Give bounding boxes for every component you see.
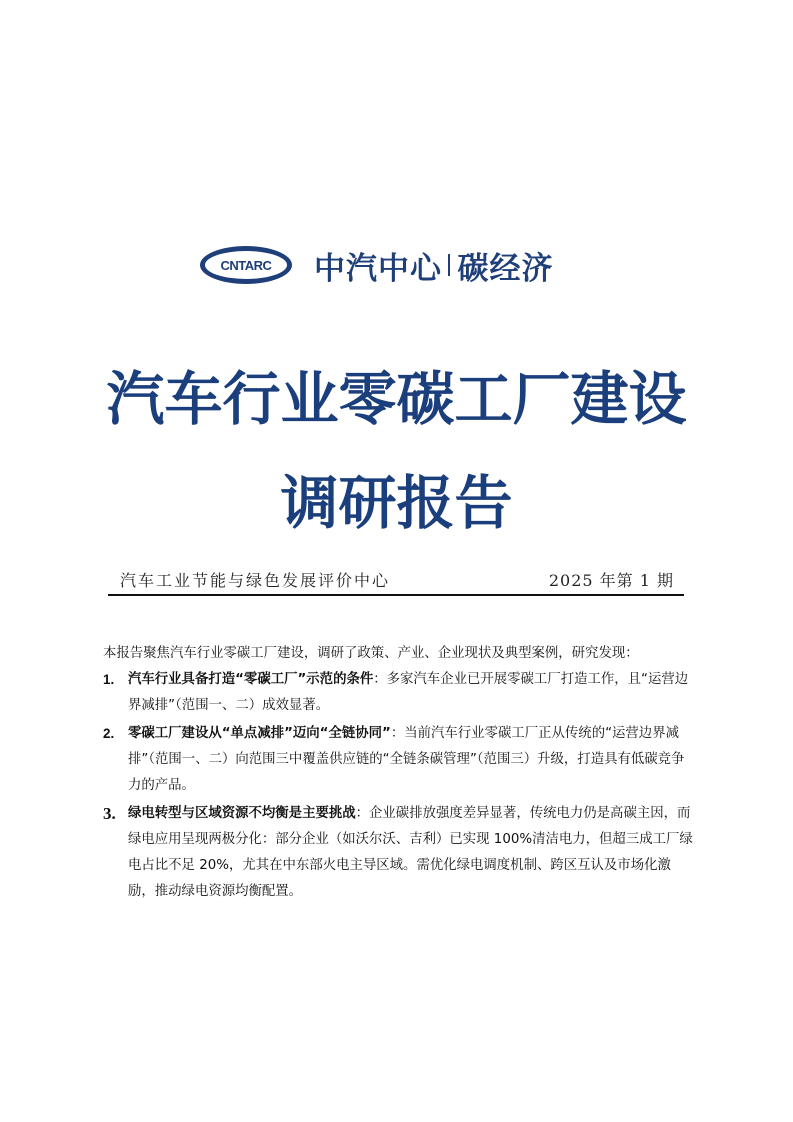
emblem-text: CNTARC (220, 257, 272, 273)
finding-number: 1. (103, 672, 115, 687)
finding-item (103, 667, 695, 719)
finding-item (103, 721, 695, 799)
finding-item (103, 801, 695, 905)
finding-text: ：企业碳排放强度差异显著，传统电力仍是高碳主因，而绿电应用呈现两极分化：部分企业（如沃尔沃、吉利）已实现 100%清洁电力，但超三成工厂绿电占比不足 20%，尤其在中东部火电主导区域。需优化绿电调度机制、跨区互认及市场化激励，推动绿电资源均衡配置。 (128, 806, 693, 899)
report-title-line2: 调研报告 (280, 469, 513, 537)
summary-intro: 本报告聚焦汽车行业零碳工厂建设，调研了政策、产业、企业现状及典型案例，研究发现： (103, 646, 639, 661)
finding-text: ：多家汽车企业已开展零碳工厂打造工作，且“运营边界减排”（范围一、二）成效显著。 (128, 672, 689, 713)
finding-heading: 汽车行业具备打造“零碳工厂”示范的条件 (128, 672, 374, 687)
finding-number: 3. (103, 804, 116, 823)
publisher: 汽车工业节能与绿色发展评价中心 (120, 571, 391, 590)
cnatrc-logo (200, 240, 554, 290)
issue-number: 2025 年第 1 期 (548, 571, 674, 590)
logo-divider (448, 254, 450, 276)
finding-text: ：当前汽车行业零碳工厂正从传统的“运营边界减排”（范围一、二）向范围三中覆盖供应链的“全链条碳管理”（范围三）升级，打造具有低碳竞争力的产品。 (128, 726, 685, 793)
summary-section (103, 641, 695, 905)
report-title-line1: 汽车行业零碳工厂建设 (106, 365, 687, 433)
finding-number: 2. (103, 726, 115, 741)
finding-heading: 绿电转型与区域资源不均衡是主要挑战 (128, 806, 356, 821)
sub-brand: 碳经济 (457, 250, 554, 287)
publication-meta (108, 568, 684, 596)
cnatrc-emblem-icon (200, 246, 292, 284)
finding-heading: 零碳工厂建设从“单点减排”迈向“全链协同” (128, 726, 391, 741)
org-name: 中汽中心 (314, 250, 442, 287)
